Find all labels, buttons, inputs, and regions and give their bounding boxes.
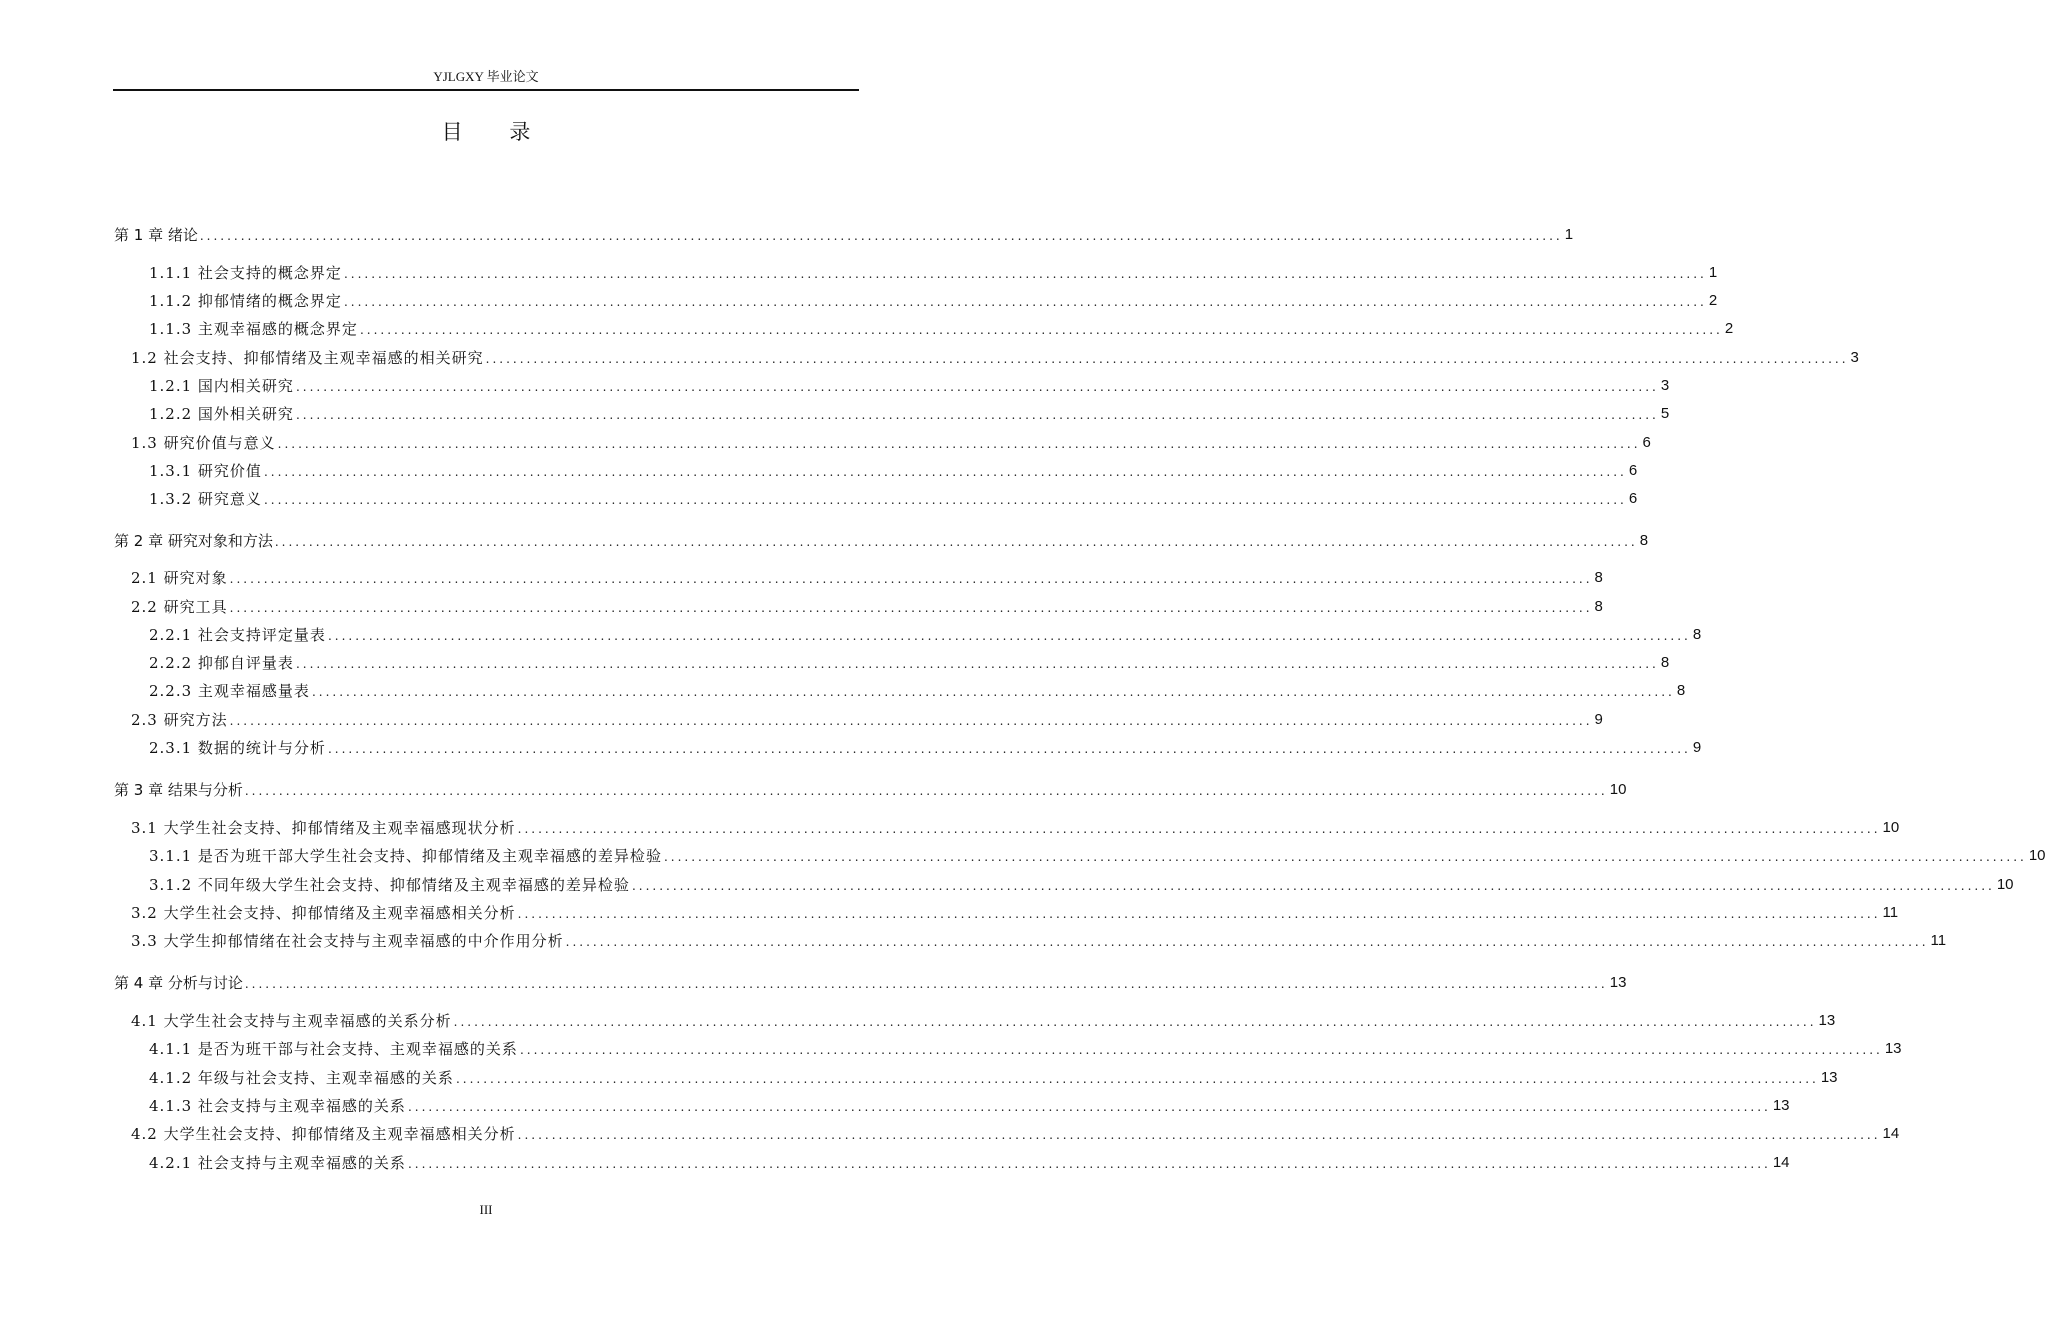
dot-leader: ........................................................................................................................................................................................................ xyxy=(407,1157,1771,1171)
dot-leader: ........................................................................................................................................................................................................ xyxy=(199,229,1563,243)
toc-entry[interactable] xyxy=(114,527,1649,551)
toc-entry[interactable] xyxy=(149,871,2014,895)
toc-entry[interactable] xyxy=(131,344,1859,368)
toc-entry-title: 2.2.3 主观幸福感量表 xyxy=(149,682,310,700)
dot-leader: ........................................................................................................................................................................................................ xyxy=(519,1043,1883,1057)
toc-entry[interactable] xyxy=(131,1007,1836,1031)
toc-entry-title: 2.2.1 社会支持评定量表 xyxy=(149,626,326,644)
dot-leader: ........................................................................................................................................................................................................ xyxy=(517,822,1881,836)
toc-entry[interactable] xyxy=(149,1064,1838,1088)
dot-leader: ........................................................................................................................................................................................................ xyxy=(485,352,1849,366)
toc-entry-page: 9 xyxy=(1594,711,1603,728)
toc-entry-page: 14 xyxy=(1882,1125,1900,1142)
toc-entry[interactable] xyxy=(131,1120,1900,1144)
toc-entry-title: 第 1 章 绪论 xyxy=(114,226,198,244)
dot-leader: ........................................................................................................................................................................................................ xyxy=(295,408,1659,422)
toc-entry[interactable] xyxy=(149,315,1734,339)
dot-leader: ........................................................................................................................................................................................................ xyxy=(277,437,1641,451)
toc-entry[interactable] xyxy=(131,564,1603,588)
toc-entry[interactable] xyxy=(149,734,1702,758)
dot-leader: ........................................................................................................................................................................................................ xyxy=(663,850,2027,864)
toc-entry-title: 4.1.2 年级与社会支持、主观幸福感的关系 xyxy=(149,1069,454,1087)
toc-entry-page: 8 xyxy=(1692,626,1702,643)
toc-entry[interactable] xyxy=(131,899,1899,923)
running-header: YJLGXY 毕业论文 xyxy=(433,69,539,84)
dot-leader: ........................................................................................................................................................................................................ xyxy=(274,535,1638,549)
page-title: 目 录 xyxy=(441,120,551,144)
toc-entry-title: 3.3 大学生抑郁情绪在社会支持与主观幸福感的中介作用分析 xyxy=(131,932,564,950)
toc-entry[interactable] xyxy=(131,706,1603,730)
toc-entry-title: 第 2 章 研究对象和方法 xyxy=(114,532,273,550)
toc-entry-title: 4.2.1 社会支持与主观幸福感的关系 xyxy=(149,1154,406,1172)
toc-entry[interactable] xyxy=(131,814,1900,838)
toc-entry-title: 2.2.2 抑郁自评量表 xyxy=(149,654,294,672)
toc-entry-title: 3.1.2 不同年级大学生社会支持、抑郁情绪及主观幸福感的差异检验 xyxy=(149,876,630,894)
toc-entry-page: 13 xyxy=(1609,974,1627,991)
dot-leader: ........................................................................................................................................................................................................ xyxy=(359,323,1723,337)
toc-entry-page: 10 xyxy=(1996,876,2014,893)
toc-entry[interactable] xyxy=(114,969,1627,993)
dot-leader: ........................................................................................................................................................................................................ xyxy=(263,465,1627,479)
toc-entry[interactable] xyxy=(149,677,1686,701)
toc-entry-page: 10 xyxy=(2028,847,2046,864)
dot-leader: ........................................................................................................................................................................................................ xyxy=(343,267,1707,281)
toc-entry-page: 11 xyxy=(1930,932,1947,949)
toc-entry-title: 3.2 大学生社会支持、抑郁情绪及主观幸福感相关分析 xyxy=(131,904,516,922)
toc-entry-page: 13 xyxy=(1884,1040,1902,1057)
dot-leader: ........................................................................................................................................................................................................ xyxy=(407,1100,1771,1114)
toc-entry-title: 4.1.3 社会支持与主观幸福感的关系 xyxy=(149,1097,406,1115)
toc-entry-page: 6 xyxy=(1628,462,1638,479)
toc-entry-title: 1.3.2 研究意义 xyxy=(149,490,262,508)
toc-entry-page: 6 xyxy=(1628,490,1638,507)
dot-leader: ........................................................................................................................................................................................................ xyxy=(517,1128,1881,1142)
toc-entry-page: 8 xyxy=(1639,532,1649,549)
toc-entry-title: 4.1 大学生社会支持与主观幸福感的关系分析 xyxy=(131,1012,452,1030)
toc-entry[interactable] xyxy=(114,776,1627,800)
toc-entry-title: 2.3.1 数据的统计与分析 xyxy=(149,739,326,757)
dot-leader: ........................................................................................................................................................................................................ xyxy=(263,493,1627,507)
toc-entry-page: 3 xyxy=(1850,349,1859,366)
dot-leader: ........................................................................................................................................................................................................ xyxy=(343,295,1707,309)
toc-entry[interactable] xyxy=(131,593,1603,617)
dot-leader: ........................................................................................................................................................................................................ xyxy=(229,572,1593,586)
dot-leader: ........................................................................................................................................................................................................ xyxy=(631,879,1995,893)
toc-entry[interactable] xyxy=(149,287,1718,311)
page-number: III xyxy=(479,1202,493,1217)
toc-entry-page: 10 xyxy=(1609,781,1627,798)
toc-entry-page: 8 xyxy=(1660,654,1670,671)
toc-entry-page: 5 xyxy=(1660,405,1670,422)
toc-entry-title: 1.2 社会支持、抑郁情绪及主观幸福感的相关研究 xyxy=(131,349,484,367)
toc-entry-page: 11 xyxy=(1882,904,1899,921)
toc-entry-page: 1 xyxy=(1708,264,1718,281)
dot-leader: ........................................................................................................................................................................................................ xyxy=(453,1015,1817,1029)
toc-entry-page: 8 xyxy=(1594,569,1603,586)
dot-leader: ........................................................................................................................................................................................................ xyxy=(295,380,1659,394)
dot-leader: ........................................................................................................................................................................................................ xyxy=(295,657,1659,671)
toc-entry[interactable] xyxy=(131,429,1651,453)
toc-entry[interactable] xyxy=(149,1035,1902,1059)
toc-entry-page: 1 xyxy=(1564,226,1574,243)
toc-entry[interactable] xyxy=(149,649,1670,673)
toc-entry[interactable] xyxy=(149,1092,1790,1116)
toc-entry[interactable] xyxy=(149,1149,1790,1173)
toc-entry-title: 3.1.1 是否为班干部大学生社会支持、抑郁情绪及主观幸福感的差异检验 xyxy=(149,847,662,865)
dot-leader: ........................................................................................................................................................................................................ xyxy=(229,601,1593,615)
toc-entry[interactable] xyxy=(149,457,1638,481)
toc-entry[interactable] xyxy=(149,621,1702,645)
toc-entry-title: 1.1.3 主观幸福感的概念界定 xyxy=(149,320,358,338)
toc-entry-page: 13 xyxy=(1818,1012,1836,1029)
toc-entry-page: 10 xyxy=(1882,819,1900,836)
toc-entry-title: 2.2 研究工具 xyxy=(131,598,228,616)
toc-entry-page: 13 xyxy=(1772,1097,1790,1114)
toc-entry-title: 4.2 大学生社会支持、抑郁情绪及主观幸福感相关分析 xyxy=(131,1125,516,1143)
dot-leader: ........................................................................................................................................................................................................ xyxy=(311,685,1675,699)
toc-entry-page: 6 xyxy=(1642,434,1651,451)
toc-entry-title: 1.2.2 国外相关研究 xyxy=(149,405,294,423)
toc-entry-title: 4.1.1 是否为班干部与社会支持、主观幸福感的关系 xyxy=(149,1040,518,1058)
toc-entry[interactable] xyxy=(149,842,2046,866)
dot-leader: ........................................................................................................................................................................................................ xyxy=(327,742,1691,756)
toc-entry-title: 2.1 研究对象 xyxy=(131,569,228,587)
toc-entry-page: 9 xyxy=(1692,739,1702,756)
dot-leader: ........................................................................................................................................................................................................ xyxy=(327,629,1691,643)
dot-leader: ........................................................................................................................................................................................................ xyxy=(244,784,1608,798)
dot-leader: ........................................................................................................................................................................................................ xyxy=(455,1072,1819,1086)
toc-entry-title: 1.1.2 抑郁情绪的概念界定 xyxy=(149,292,342,310)
dot-leader: ........................................................................................................................................................................................................ xyxy=(229,714,1593,728)
toc-entry-page: 8 xyxy=(1676,682,1686,699)
toc-entry-page: 8 xyxy=(1594,598,1603,615)
toc-entry[interactable] xyxy=(149,372,1670,396)
toc-entry[interactable] xyxy=(149,259,1718,283)
dot-leader: ........................................................................................................................................................................................................ xyxy=(565,935,1929,949)
dot-leader: ........................................................................................................................................................................................................ xyxy=(244,977,1608,991)
toc-entry-title: 1.3 研究价值与意义 xyxy=(131,434,276,452)
toc-entry-title: 第 3 章 结果与分析 xyxy=(114,781,243,799)
toc-entry[interactable] xyxy=(149,485,1638,509)
toc-entry-page: 2 xyxy=(1724,320,1734,337)
toc-entry-page: 2 xyxy=(1708,292,1718,309)
toc-entry-title: 2.3 研究方法 xyxy=(131,711,228,729)
toc-entry[interactable] xyxy=(149,400,1670,424)
toc-entry-title: 1.3.1 研究价值 xyxy=(149,462,262,480)
toc-entry-page: 3 xyxy=(1660,377,1670,394)
toc-entry[interactable] xyxy=(114,221,1574,245)
toc-entry-title: 3.1 大学生社会支持、抑郁情绪及主观幸福感现状分析 xyxy=(131,819,516,837)
toc-entry-page: 14 xyxy=(1772,1154,1790,1171)
toc-entry[interactable] xyxy=(131,927,1947,951)
dot-leader: ........................................................................................................................................................................................................ xyxy=(517,907,1881,921)
toc-entry-page: 13 xyxy=(1820,1069,1838,1086)
toc-entry-title: 1.1.1 社会支持的概念界定 xyxy=(149,264,342,282)
toc-entry-title: 第 4 章 分析与讨论 xyxy=(114,974,243,992)
toc-entry-title: 1.2.1 国内相关研究 xyxy=(149,377,294,395)
